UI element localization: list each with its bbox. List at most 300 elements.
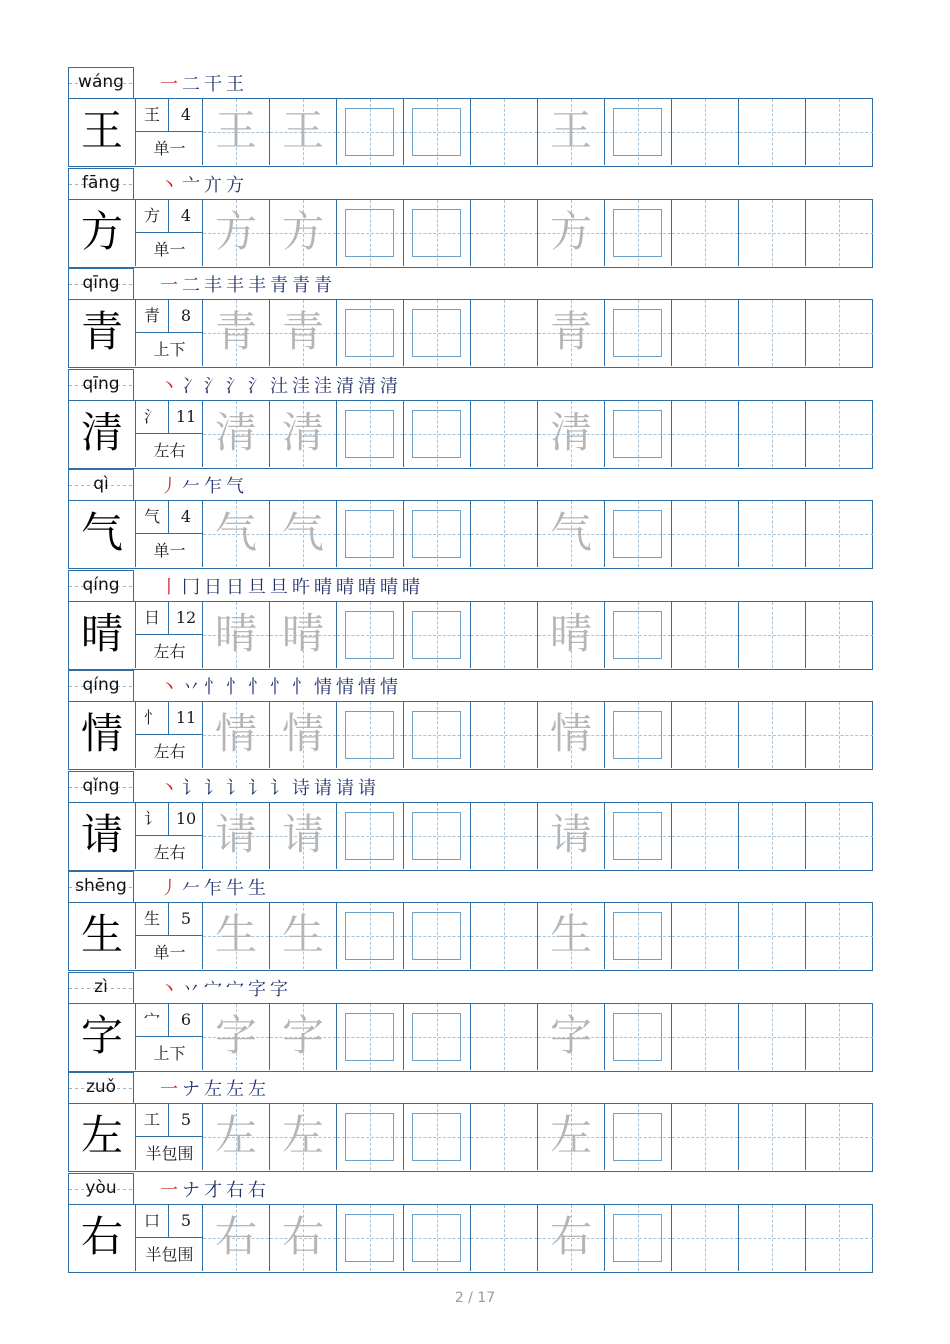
writing-cell[interactable] (471, 1104, 538, 1170)
stroke-count: 8 (169, 300, 203, 333)
writing-cell[interactable] (270, 702, 337, 768)
writing-cell[interactable] (672, 1004, 739, 1070)
stroke-step: 王 (226, 74, 244, 95)
stroke-step: 情 (358, 677, 376, 698)
practice-row (68, 701, 873, 770)
radical: 忄 (136, 702, 169, 735)
trace-character: 请 (281, 809, 324, 859)
writing-cell[interactable] (404, 501, 471, 567)
stroke-step: 请 (358, 777, 376, 799)
writing-cell[interactable] (471, 602, 538, 668)
practice-row (68, 902, 873, 971)
radical: 日 (136, 602, 169, 635)
trace-character: 方 (214, 206, 257, 256)
writing-cell[interactable] (337, 300, 404, 366)
pinyin-label: fāng (68, 168, 134, 199)
model-character: 字 (69, 1004, 136, 1070)
writing-cell[interactable] (270, 501, 337, 567)
trace-character: 右 (549, 1211, 592, 1261)
stroke-step: 忄 (292, 677, 310, 698)
writing-cell[interactable] (806, 200, 873, 266)
writing-cell[interactable] (404, 401, 471, 467)
character-info (136, 1104, 203, 1170)
writing-cell[interactable] (337, 1205, 404, 1271)
stroke-step: 生 (248, 878, 266, 899)
writing-cell[interactable] (471, 300, 538, 366)
writing-cell[interactable] (672, 903, 739, 969)
stroke-step: 丶 (160, 978, 178, 1000)
writing-cell[interactable] (806, 300, 873, 366)
inner-guide-box (412, 209, 461, 257)
writing-cell[interactable] (739, 401, 806, 467)
stroke-step: 请 (314, 777, 332, 799)
structure-label: 单一 (153, 239, 186, 259)
guide-line (739, 836, 805, 837)
stroke-step: 讠 (182, 777, 200, 799)
writing-cell[interactable] (672, 501, 739, 567)
pinyin-label: qīng (68, 268, 134, 299)
writing-cell[interactable] (270, 602, 337, 668)
writing-cell[interactable] (471, 903, 538, 969)
writing-cell[interactable] (538, 401, 605, 467)
writing-cell[interactable] (203, 99, 270, 165)
structure-label: 单一 (153, 541, 186, 560)
guide-line (806, 534, 873, 535)
inner-guide-box (345, 611, 394, 659)
writing-cell[interactable] (404, 602, 471, 668)
writing-cell[interactable] (337, 501, 404, 567)
writing-cell[interactable] (404, 99, 471, 165)
writing-cell[interactable] (203, 903, 270, 969)
inner-guide-box (345, 510, 394, 558)
guide-line (806, 936, 873, 937)
writing-cell[interactable] (337, 702, 404, 768)
writing-cell[interactable] (806, 401, 873, 467)
stroke-step: 日 (226, 576, 244, 598)
stroke-count: 5 (169, 1205, 203, 1238)
writing-cell[interactable] (605, 300, 672, 366)
guide-line (471, 534, 537, 535)
writing-cell[interactable] (203, 803, 270, 869)
trace-character: 方 (281, 206, 324, 256)
trace-character: 清 (549, 407, 592, 457)
writing-cell[interactable] (672, 702, 739, 768)
trace-character: 字 (281, 1010, 324, 1060)
writing-cell[interactable] (538, 803, 605, 869)
writing-cell[interactable] (739, 602, 806, 668)
trace-character: 青 (549, 307, 592, 356)
writing-cell[interactable] (270, 99, 337, 165)
inner-guide-box (412, 1214, 461, 1262)
inner-guide-box (345, 1013, 394, 1061)
stroke-order (160, 266, 336, 297)
writing-cell[interactable] (203, 300, 270, 366)
pinyin-label: qíng (68, 670, 134, 701)
structure-label: 单一 (153, 139, 186, 158)
writing-cell[interactable] (806, 702, 873, 768)
stroke-step: 丨 (160, 576, 178, 598)
stroke-step: 青 (314, 275, 332, 296)
model-character: 请 (69, 803, 136, 869)
guide-line (672, 534, 738, 535)
trace-character: 晴 (281, 608, 324, 658)
writing-cell[interactable] (270, 300, 337, 366)
writing-cell[interactable] (739, 99, 806, 165)
stroke-step: 二 (182, 74, 200, 95)
inner-guide-box (345, 410, 394, 458)
inner-guide-box (613, 611, 662, 659)
radical: 讠 (136, 803, 169, 836)
trace-character: 气 (214, 508, 257, 557)
practice-row (68, 98, 873, 167)
practice-row (68, 400, 873, 469)
guide-line (806, 233, 873, 234)
trace-character: 情 (549, 709, 592, 758)
stroke-step: 晴 (402, 576, 420, 598)
writing-cell[interactable] (337, 99, 404, 165)
stroke-step: 丷 (182, 677, 200, 698)
stroke-step: 丶 (160, 677, 178, 698)
writing-cell[interactable] (270, 803, 337, 869)
writing-cell[interactable] (538, 501, 605, 567)
stroke-step: 讠 (226, 777, 244, 799)
pinyin-label: shēng (68, 871, 134, 902)
stroke-step: 清 (380, 375, 398, 397)
writing-cell[interactable] (270, 401, 337, 467)
writing-cell[interactable] (806, 1205, 873, 1271)
stroke-order (160, 367, 402, 398)
stroke-step: 右 (226, 1179, 244, 1201)
stroke-step: 晴 (336, 576, 354, 598)
writing-cell[interactable] (739, 501, 806, 567)
stroke-step: 右 (248, 1179, 266, 1201)
practice-row (68, 802, 873, 871)
trace-character: 清 (281, 407, 324, 457)
structure-label: 单一 (153, 943, 186, 962)
trace-character: 字 (214, 1010, 257, 1060)
stroke-step: 讠 (248, 777, 266, 799)
stroke-step: 旦 (248, 576, 266, 598)
stroke-count: 5 (169, 1104, 203, 1137)
guide-line (806, 333, 873, 334)
stroke-step: 旦 (270, 576, 288, 598)
stroke-count: 6 (169, 1004, 203, 1037)
inner-guide-box (613, 711, 662, 759)
writing-cell[interactable] (739, 903, 806, 969)
pinyin-label: yòu (68, 1173, 134, 1204)
stroke-step: 丶 (160, 375, 178, 397)
radical: 王 (136, 99, 169, 132)
inner-guide-box (412, 711, 461, 759)
writing-cell[interactable] (471, 200, 538, 266)
inner-guide-box (613, 410, 662, 458)
writing-cell[interactable] (404, 1205, 471, 1271)
inner-guide-box (345, 711, 394, 759)
practice-row (68, 1103, 873, 1172)
model-character: 情 (69, 702, 136, 768)
stroke-order (160, 1171, 270, 1202)
guide-line (672, 635, 738, 636)
writing-cell[interactable] (672, 602, 739, 668)
writing-cell[interactable] (270, 903, 337, 969)
stroke-order (160, 166, 248, 197)
writing-cell[interactable] (739, 1004, 806, 1070)
character-info (136, 1004, 203, 1070)
practice-row (68, 601, 873, 670)
writing-cell[interactable] (337, 1104, 404, 1170)
trace-character: 生 (281, 910, 324, 959)
stroke-step: 日 (204, 576, 222, 598)
writing-cell[interactable] (203, 501, 270, 567)
stroke-step: ナ (182, 1179, 200, 1201)
inner-guide-box (412, 108, 461, 156)
practice-row (68, 199, 873, 268)
radical: 生 (136, 903, 169, 936)
stroke-step: 𠂉 (182, 878, 200, 899)
writing-cell[interactable] (404, 200, 471, 266)
stroke-step: 讠 (204, 777, 222, 799)
writing-cell[interactable] (538, 702, 605, 768)
stroke-step: 𠂉 (182, 476, 200, 497)
structure-label: 上下 (153, 1043, 186, 1063)
writing-cell[interactable] (404, 300, 471, 366)
writing-cell[interactable] (538, 300, 605, 366)
writing-cell[interactable] (538, 602, 605, 668)
guide-line (806, 132, 873, 133)
writing-cell[interactable] (806, 803, 873, 869)
trace-character: 左 (281, 1111, 324, 1160)
writing-cell[interactable] (270, 200, 337, 266)
guide-line (806, 735, 873, 736)
stroke-step: 洼 (292, 375, 310, 397)
writing-cell[interactable] (538, 1205, 605, 1271)
writing-cell[interactable] (672, 99, 739, 165)
writing-cell[interactable] (471, 803, 538, 869)
stroke-step: 左 (226, 1079, 244, 1100)
character-info (136, 1205, 203, 1271)
inner-guide-box (613, 108, 662, 156)
writing-cell[interactable] (203, 200, 270, 266)
writing-cell[interactable] (806, 602, 873, 668)
writing-cell[interactable] (806, 1104, 873, 1170)
writing-cell[interactable] (605, 401, 672, 467)
structure-label: 上下 (153, 340, 186, 359)
writing-cell[interactable] (538, 903, 605, 969)
writing-cell[interactable] (605, 702, 672, 768)
writing-cell[interactable] (203, 1004, 270, 1070)
writing-cell[interactable] (337, 401, 404, 467)
trace-character: 情 (281, 709, 324, 758)
writing-cell[interactable] (471, 401, 538, 467)
writing-cell[interactable] (605, 803, 672, 869)
radical: 工 (136, 1104, 169, 1137)
writing-cell[interactable] (203, 602, 270, 668)
stroke-order (160, 65, 248, 96)
pinyin-label: zuǒ (68, 1072, 134, 1103)
stroke-step: 丰 (248, 275, 266, 296)
writing-cell[interactable] (806, 501, 873, 567)
writing-cell[interactable] (337, 1004, 404, 1070)
model-character: 左 (69, 1104, 136, 1170)
radical: 青 (136, 300, 169, 333)
guide-line (806, 434, 873, 435)
stroke-step: 晴 (314, 576, 332, 598)
inner-guide-box (613, 510, 662, 558)
writing-cell[interactable] (605, 1205, 672, 1271)
stroke-step: 一 (160, 275, 178, 296)
stroke-step: 讠 (270, 777, 288, 799)
guide-line (739, 635, 805, 636)
writing-cell[interactable] (270, 1205, 337, 1271)
stroke-step: 氵 (226, 375, 244, 397)
structure-label: 左右 (153, 440, 186, 460)
guide-line (672, 735, 738, 736)
inner-guide-box (345, 108, 394, 156)
writing-cell[interactable] (672, 1205, 739, 1271)
stroke-step: 一 (160, 1179, 178, 1201)
writing-cell[interactable] (538, 1004, 605, 1070)
writing-cell[interactable] (806, 99, 873, 165)
stroke-step: 牛 (226, 878, 244, 899)
writing-cell[interactable] (739, 702, 806, 768)
writing-cell[interactable] (337, 602, 404, 668)
guide-line (471, 1238, 537, 1239)
pinyin-label: wáng (68, 67, 134, 98)
writing-cell[interactable] (203, 401, 270, 467)
inner-guide-box (613, 812, 662, 860)
pinyin-label: zì (68, 972, 134, 1003)
stroke-order (160, 869, 270, 900)
stroke-step: 忄 (226, 677, 244, 698)
radical: 方 (136, 200, 169, 233)
writing-cell[interactable] (739, 1205, 806, 1271)
writing-cell[interactable] (605, 1104, 672, 1170)
character-info (136, 501, 203, 567)
writing-cell[interactable] (605, 99, 672, 165)
writing-cell[interactable] (739, 1104, 806, 1170)
character-info (136, 602, 203, 668)
guide-line (739, 333, 805, 334)
writing-cell[interactable] (605, 200, 672, 266)
model-character: 晴 (69, 602, 136, 668)
writing-cell[interactable] (605, 903, 672, 969)
stroke-step: 忄 (204, 677, 222, 698)
stroke-step: 忄 (270, 677, 288, 698)
stroke-step: 字 (248, 978, 266, 1000)
writing-cell[interactable] (672, 803, 739, 869)
guide-line (471, 233, 537, 234)
stroke-step: 左 (248, 1079, 266, 1100)
writing-cell[interactable] (270, 1004, 337, 1070)
writing-cell[interactable] (203, 702, 270, 768)
structure-label: 半包围 (145, 1144, 194, 1163)
writing-cell[interactable] (672, 200, 739, 266)
writing-cell[interactable] (538, 200, 605, 266)
stroke-order (160, 1070, 270, 1101)
structure-label: 左右 (153, 641, 186, 661)
stroke-order (160, 568, 424, 599)
writing-cell[interactable] (672, 300, 739, 366)
writing-cell[interactable] (471, 99, 538, 165)
writing-cell[interactable] (471, 1205, 538, 1271)
writing-cell[interactable] (404, 903, 471, 969)
character-info (136, 702, 203, 768)
writing-cell[interactable] (337, 903, 404, 969)
writing-cell[interactable] (337, 803, 404, 869)
writing-cell[interactable] (538, 1104, 605, 1170)
writing-cell[interactable] (806, 1004, 873, 1070)
stroke-step: 丶 (160, 777, 178, 799)
writing-cell[interactable] (739, 300, 806, 366)
writing-cell[interactable] (605, 501, 672, 567)
writing-cell[interactable] (337, 200, 404, 266)
model-character: 右 (69, 1205, 136, 1271)
writing-cell[interactable] (270, 1104, 337, 1170)
writing-cell[interactable] (404, 1104, 471, 1170)
trace-character: 生 (214, 910, 257, 959)
pinyin-label: qīng (68, 369, 134, 400)
stroke-order (160, 769, 380, 800)
inner-guide-box (613, 1113, 662, 1161)
inner-guide-box (345, 1214, 394, 1262)
trace-character: 气 (549, 508, 592, 557)
trace-character: 王 (281, 106, 324, 155)
stroke-step: 乍 (204, 878, 222, 899)
writing-cell[interactable] (471, 1004, 538, 1070)
writing-cell[interactable] (404, 803, 471, 869)
stroke-step: 忄 (248, 677, 266, 698)
stroke-step: ナ (182, 1079, 200, 1100)
character-info (136, 903, 203, 969)
writing-cell[interactable] (739, 803, 806, 869)
guide-line (806, 836, 873, 837)
character-info (136, 99, 203, 165)
writing-cell[interactable] (672, 1104, 739, 1170)
stroke-step: 情 (314, 677, 332, 698)
writing-cell[interactable] (203, 1104, 270, 1170)
guide-line (739, 1137, 805, 1138)
writing-cell[interactable] (471, 702, 538, 768)
writing-cell[interactable] (806, 903, 873, 969)
guide-line (672, 836, 738, 837)
guide-line (471, 1137, 537, 1138)
writing-cell[interactable] (404, 702, 471, 768)
inner-guide-box (345, 209, 394, 257)
stroke-step: 一 (160, 74, 178, 95)
writing-cell[interactable] (203, 1205, 270, 1271)
writing-cell[interactable] (404, 1004, 471, 1070)
model-character: 青 (69, 300, 136, 366)
guide-line (471, 735, 537, 736)
guide-line (672, 434, 738, 435)
stroke-step: 宀 (204, 978, 222, 1000)
stroke-count: 4 (169, 200, 203, 233)
writing-cell[interactable] (672, 401, 739, 467)
character-info (136, 803, 203, 869)
practice-row (68, 500, 873, 569)
guide-line (471, 635, 537, 636)
trace-character: 左 (214, 1111, 257, 1160)
inner-guide-box (412, 510, 461, 558)
writing-cell[interactable] (471, 501, 538, 567)
writing-cell[interactable] (538, 99, 605, 165)
trace-character: 气 (281, 508, 324, 557)
inner-guide-box (613, 1013, 662, 1061)
writing-cell[interactable] (739, 200, 806, 266)
writing-cell[interactable] (605, 602, 672, 668)
writing-cell[interactable] (605, 1004, 672, 1070)
trace-character: 王 (549, 106, 592, 155)
